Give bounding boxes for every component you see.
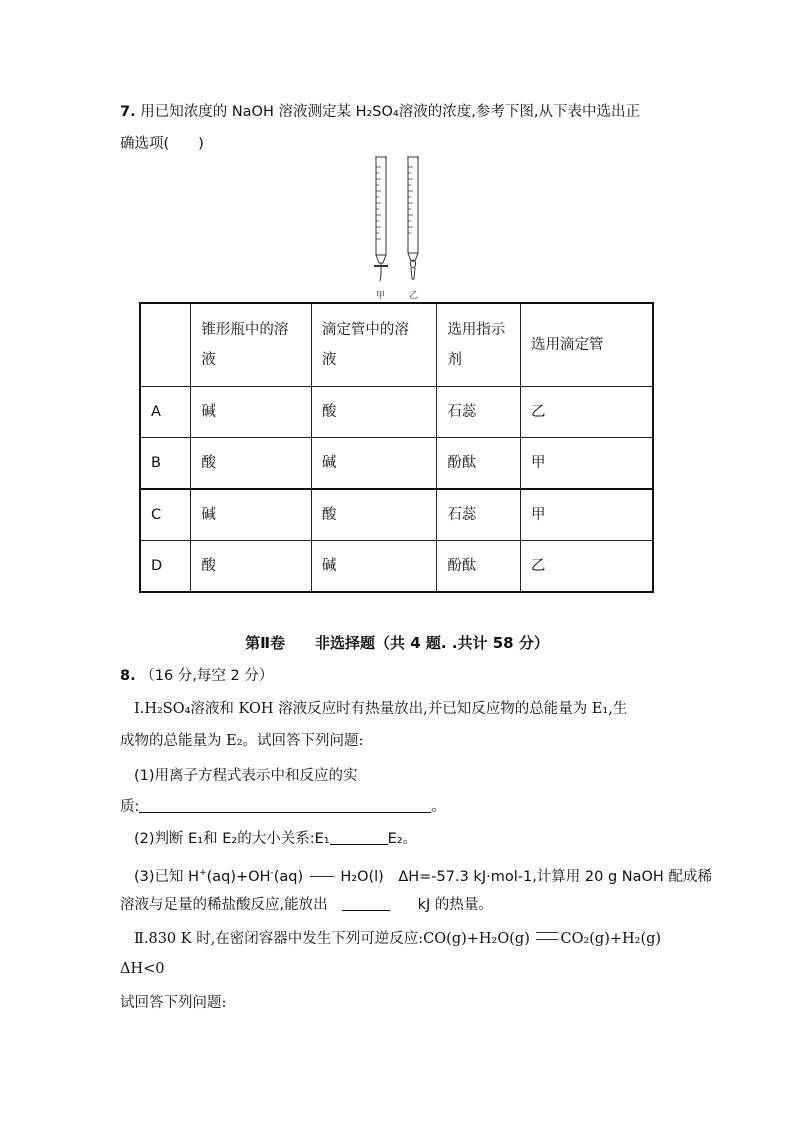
q8-number: 8.	[120, 668, 136, 684]
table-cell: 乙	[521, 387, 653, 438]
q8-part2-text: CO₂(g)+H₂(g)	[560, 931, 662, 947]
table-cell: 甲	[521, 489, 653, 541]
q8-sub3-text: H₂O(l) ΔH=-57.3 kJ·mol-1,计算用 20 g NaOH 配成稀	[340, 868, 712, 885]
q8-sub3-text: 溶液与足量的稀盐酸反应,能放出	[120, 897, 328, 913]
table-cell: D	[140, 541, 191, 593]
q8-part1-line1: Ⅰ.H₂SO₄溶液和 KOH 溶液反应时有热量放出,并已知反应物的总能量为 E₁,生	[134, 701, 628, 717]
reversible-arrow-icon	[536, 932, 558, 940]
table-cell: 甲	[521, 438, 653, 490]
table-cell: C	[140, 489, 191, 541]
header-cell-indicator	[437, 303, 521, 387]
q8-sub3-text: (aq)	[273, 868, 304, 885]
table-cell: 石蕊	[437, 387, 521, 438]
table-cell: 碱	[191, 489, 311, 541]
header-text: 选用指示	[447, 322, 506, 338]
q8-sub3-text: (aq)+OH	[206, 868, 271, 885]
section-2-heading: 第Ⅱ卷 非选择题（共 4 题. .共计 58 分）	[245, 634, 549, 652]
q7-text-1: 用已知浓度的 NaOH 溶液测定某 H₂SO₄溶液的浓度,参考下图,从下表中选出正	[140, 104, 640, 120]
table-cell: 酚酞	[437, 438, 521, 490]
table-cell: 石蕊	[437, 489, 521, 541]
q8-sub3-line1	[134, 862, 712, 888]
label-yi: 乙	[409, 291, 419, 301]
table-cell: 碱	[311, 541, 436, 593]
q8-sub2-suffix: E₂。	[387, 831, 418, 847]
header-cell-burette	[521, 303, 653, 387]
table-cell: 酸	[311, 387, 436, 438]
q8-sub2	[134, 828, 417, 850]
answer-blank-3[interactable]	[342, 896, 390, 911]
q7-number: 7.	[120, 104, 136, 120]
q8-sub2-prefix: (2)判断 E₁和 E₂的大小关系:E₁	[134, 831, 330, 847]
q8-part2-line2: ΔH<0	[120, 961, 165, 977]
q8-sub1-line1: (1)用离子方程式表示中和反应的实	[134, 768, 358, 784]
header-cell-empty	[140, 303, 191, 387]
q8-heading	[120, 665, 273, 687]
q8-part2-text: Ⅱ.830 K 时,在密闭容器中发生下列可逆反应:CO(g)+H₂O(g)	[134, 931, 530, 947]
header-text: 液	[321, 352, 337, 368]
table-header-row	[140, 303, 653, 387]
table-row	[140, 438, 653, 490]
label-jia: 甲	[376, 291, 386, 301]
q8-part2-line1	[134, 928, 661, 950]
header-cell-burette-solution	[311, 303, 436, 387]
q7-options-table	[139, 302, 654, 593]
burette-jia	[374, 157, 388, 281]
q8-score: （16 分,每空 2 分）	[140, 668, 274, 684]
header-text: 液	[201, 352, 216, 368]
charge-minus: -	[270, 868, 274, 878]
answer-blank-1[interactable]	[139, 798, 431, 813]
q8-sub1-suffix: 。	[431, 799, 446, 815]
q8-sub3-text: kJ 的热量。	[417, 897, 493, 913]
table-cell: 碱	[191, 387, 311, 438]
table-cell: 酸	[311, 489, 436, 541]
header-text: 剂	[447, 352, 462, 368]
header-text: 滴定管中的溶	[321, 322, 409, 338]
table-cell: A	[140, 387, 191, 438]
table-row	[140, 387, 653, 438]
table-row	[140, 489, 653, 541]
q8-part1-line2: 成物的总能量为 E₂。试回答下列问题:	[120, 733, 364, 749]
q8-sub1-prefix: 质:	[120, 799, 140, 815]
answer-blank-2[interactable]	[330, 830, 388, 845]
equation-arrow-icon	[310, 876, 334, 877]
table-row	[140, 541, 653, 593]
table-cell: 碱	[311, 438, 436, 490]
table-cell: 酸	[191, 438, 311, 490]
q8-sub1-line2	[120, 796, 446, 818]
charge-plus: +	[199, 868, 207, 878]
table-cell: 酸	[191, 541, 311, 593]
q8-part2-line3: 试回答下列问题:	[120, 995, 227, 1011]
q8-sub3-text: (3)已知 H	[134, 868, 200, 885]
table-cell: 酚酞	[437, 541, 521, 593]
q7-line2: 确选项( )	[120, 136, 204, 152]
table-cell: B	[140, 438, 191, 490]
table-cell: 乙	[521, 541, 653, 593]
q8-sub3-line2	[120, 894, 493, 916]
q7-line1	[120, 101, 640, 123]
burette-yi	[407, 157, 419, 279]
burette-figure	[366, 153, 436, 303]
header-text: 选用滴定管	[531, 337, 604, 353]
header-text: 锥形瓶中的溶	[201, 322, 289, 338]
header-cell-flask	[191, 303, 311, 387]
